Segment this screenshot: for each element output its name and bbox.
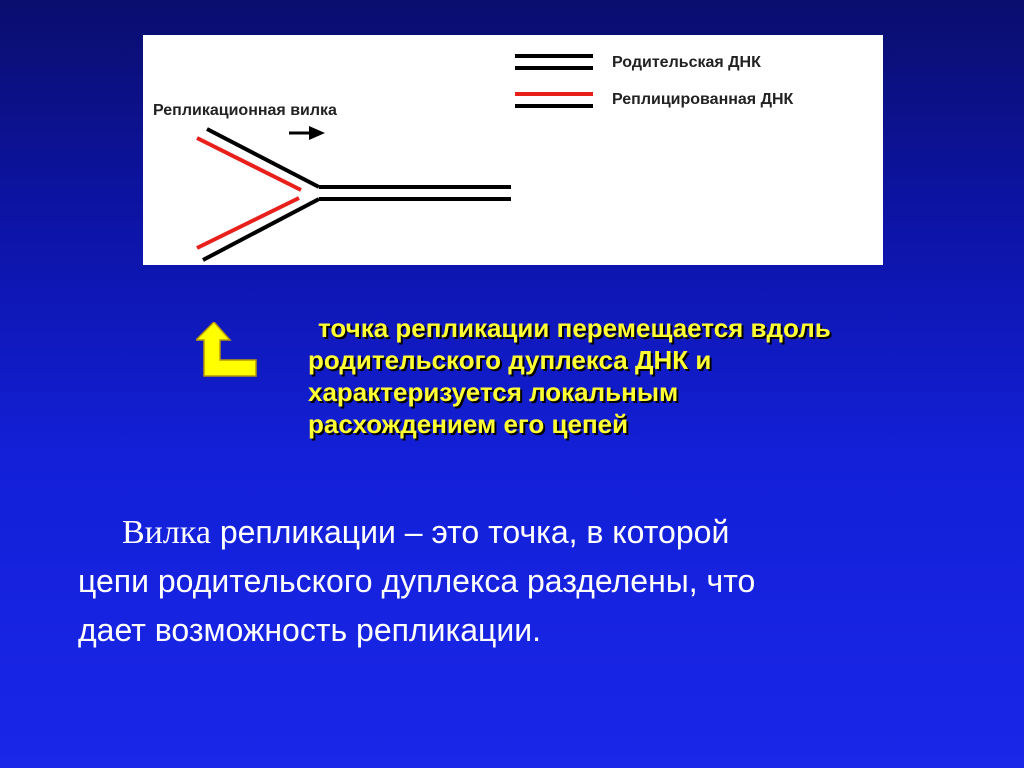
definition-line-1-rest: репликации – это точка, в которой <box>210 514 730 550</box>
fork-label: Репликационная вилка <box>153 102 337 119</box>
definition-term: Вилка <box>122 514 211 551</box>
legend-replicated-label: Реплицированная ДНК <box>612 91 794 108</box>
lower-arm-parent-strand <box>203 199 319 260</box>
note-line-1: точка репликации перемещается вдоль <box>318 313 831 343</box>
lower-arm-new-strand <box>197 198 299 248</box>
direction-arrow-head-icon <box>309 126 325 140</box>
note-line-4: расхождением его цепей <box>308 409 629 439</box>
definition-line-3: дает возможность репликации. <box>78 612 541 648</box>
definition-line-1 <box>78 508 958 557</box>
replication-fork-diagram <box>143 35 883 265</box>
corner-up-left-arrow-icon <box>196 322 258 378</box>
replication-point-note <box>308 312 1008 440</box>
fork-definition <box>78 508 958 655</box>
fork-illustration <box>143 35 883 265</box>
upper-arm-new-strand <box>197 138 301 190</box>
upper-arm-parent-strand <box>207 129 319 187</box>
note-line-2: родительского дуплекса ДНК и <box>308 345 712 375</box>
legend-parent-label: Родительская ДНК <box>612 54 761 71</box>
definition-line-2: цепи родительского дуплекса разделены, что <box>78 563 756 599</box>
note-line-3: характеризуется локальным <box>308 377 679 407</box>
